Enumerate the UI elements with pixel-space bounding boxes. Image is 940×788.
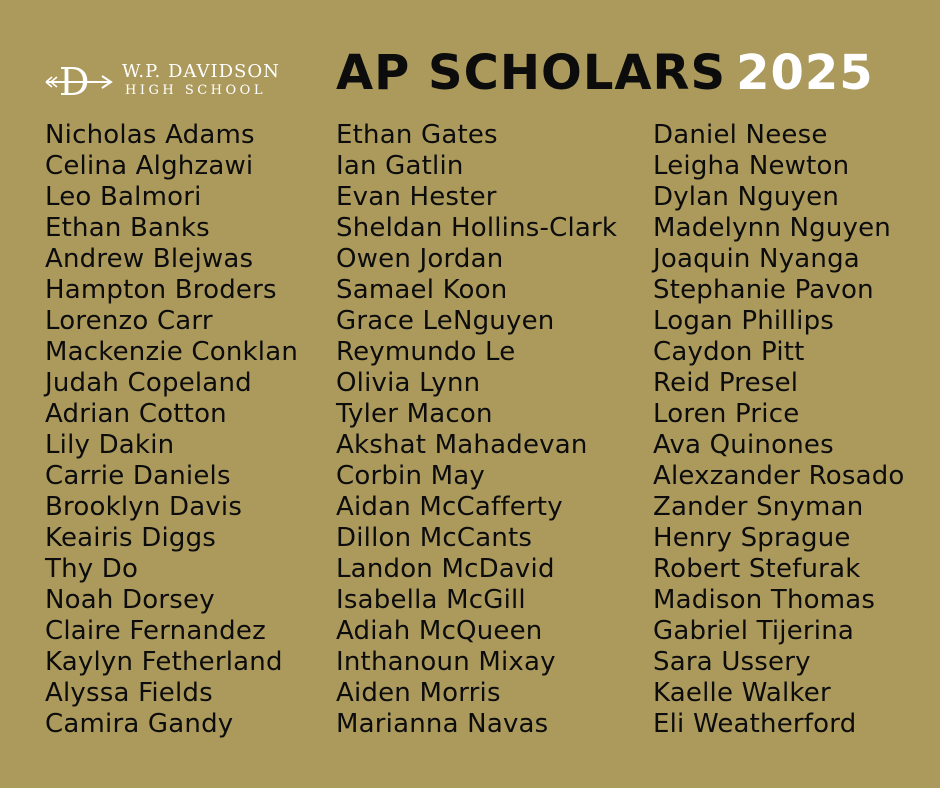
scholar-name: Aiden Morris: [336, 678, 501, 708]
scholar-name: Loren Price: [653, 399, 800, 429]
scholar-name: Samael Koon: [336, 275, 508, 305]
scholar-name: Thy Do: [45, 554, 139, 584]
scholar-name: Caydon Pitt: [653, 337, 805, 367]
scholar-name: Noah Dorsey: [45, 585, 215, 615]
scholar-name: Alyssa Fields: [45, 678, 213, 708]
scholar-name: Robert Stefurak: [653, 554, 861, 584]
scholar-name: Ava Quinones: [653, 430, 834, 460]
scholar-name: Alexzander Rosado: [653, 461, 905, 491]
scholar-name: Kaelle Walker: [653, 678, 831, 708]
scholar-name: Evan Hester: [336, 182, 497, 212]
scholar-name: Reymundo Le: [336, 337, 516, 367]
scholar-name: Ethan Banks: [45, 213, 210, 243]
scholar-name: Stephanie Pavon: [653, 275, 874, 305]
scholar-name: Camira Gandy: [45, 709, 234, 739]
scholar-name: Gabriel Tijerina: [653, 616, 855, 646]
scholar-name: Ian Gatlin: [336, 151, 464, 181]
arrow-d-monogram-icon: [44, 58, 116, 102]
scholar-name: Henry Sprague: [653, 523, 851, 553]
scholar-name: Lily Dakin: [45, 430, 175, 460]
logo-monogram: D: [59, 60, 90, 102]
scholar-name: Sheldan Hollins-Clark: [336, 213, 618, 243]
scholar-name: Mackenzie Conklan: [45, 337, 299, 367]
scholar-name: Owen Jordan: [336, 244, 504, 274]
scholar-name: Aidan McCafferty: [336, 492, 563, 522]
scholar-name: Adrian Cotton: [45, 399, 227, 429]
scholar-name: Claire Fernandez: [45, 616, 266, 646]
scholar-name: Dylan Nguyen: [653, 182, 839, 212]
scholar-name: Inthanoun Mixay: [336, 647, 556, 677]
scholar-name: Leigha Newton: [653, 151, 850, 181]
scholar-name: Joaquin Nyanga: [653, 244, 860, 274]
name-column-3: [653, 120, 905, 740]
scholar-name: Madison Thomas: [653, 585, 876, 615]
scholar-name: Tyler Macon: [336, 399, 493, 429]
scholar-name: Ethan Gates: [336, 120, 498, 150]
scholar-name: Sara Ussery: [653, 647, 811, 677]
scholar-name: Grace LeNguyen: [336, 306, 555, 336]
scholar-name: Dillon McCants: [336, 523, 533, 553]
scholar-name: Reid Presel: [653, 368, 799, 398]
scholar-name: Logan Phillips: [653, 306, 835, 336]
scholar-name: Akshat Mahadevan: [336, 430, 588, 460]
scholar-name: Isabella McGill: [336, 585, 526, 615]
title-year: 2025: [736, 45, 874, 101]
scholar-name: Carrie Daniels: [45, 461, 231, 491]
scholar-name: Hampton Broders: [45, 275, 277, 305]
school-subtitle: HIGH SCHOOL: [125, 83, 266, 98]
scholar-name: Daniel Neese: [653, 120, 828, 150]
scholar-name: Kaylyn Fetherland: [45, 647, 283, 677]
scholar-name: Adiah McQueen: [336, 616, 543, 646]
scholar-name: Andrew Blejwas: [45, 244, 254, 274]
scholar-name: Judah Copeland: [45, 368, 252, 398]
school-logo: [44, 58, 294, 102]
name-column-2: [336, 120, 617, 740]
scholar-name: Olivia Lynn: [336, 368, 481, 398]
title-main: AP SCHOLARS: [336, 45, 727, 101]
scholar-name: Celina Alghzawi: [45, 151, 254, 181]
scholar-name: Leo Balmori: [45, 182, 202, 212]
scholar-name: Corbin May: [336, 461, 485, 491]
scholar-name: Zander Snyman: [653, 492, 864, 522]
scholar-name: Marianna Navas: [336, 709, 549, 739]
scholar-name: Brooklyn Davis: [45, 492, 243, 522]
page-title: [336, 44, 874, 102]
scholar-name: Nicholas Adams: [45, 120, 255, 150]
scholar-name: Landon McDavid: [336, 554, 555, 584]
scholar-name: Lorenzo Carr: [45, 306, 213, 336]
name-column-1: [45, 120, 298, 740]
scholar-name: Madelynn Nguyen: [653, 213, 891, 243]
scholar-name: Eli Weatherford: [653, 709, 857, 739]
school-name: W.P. DAVIDSON: [122, 61, 280, 82]
scholar-name: Keairis Diggs: [45, 523, 217, 553]
